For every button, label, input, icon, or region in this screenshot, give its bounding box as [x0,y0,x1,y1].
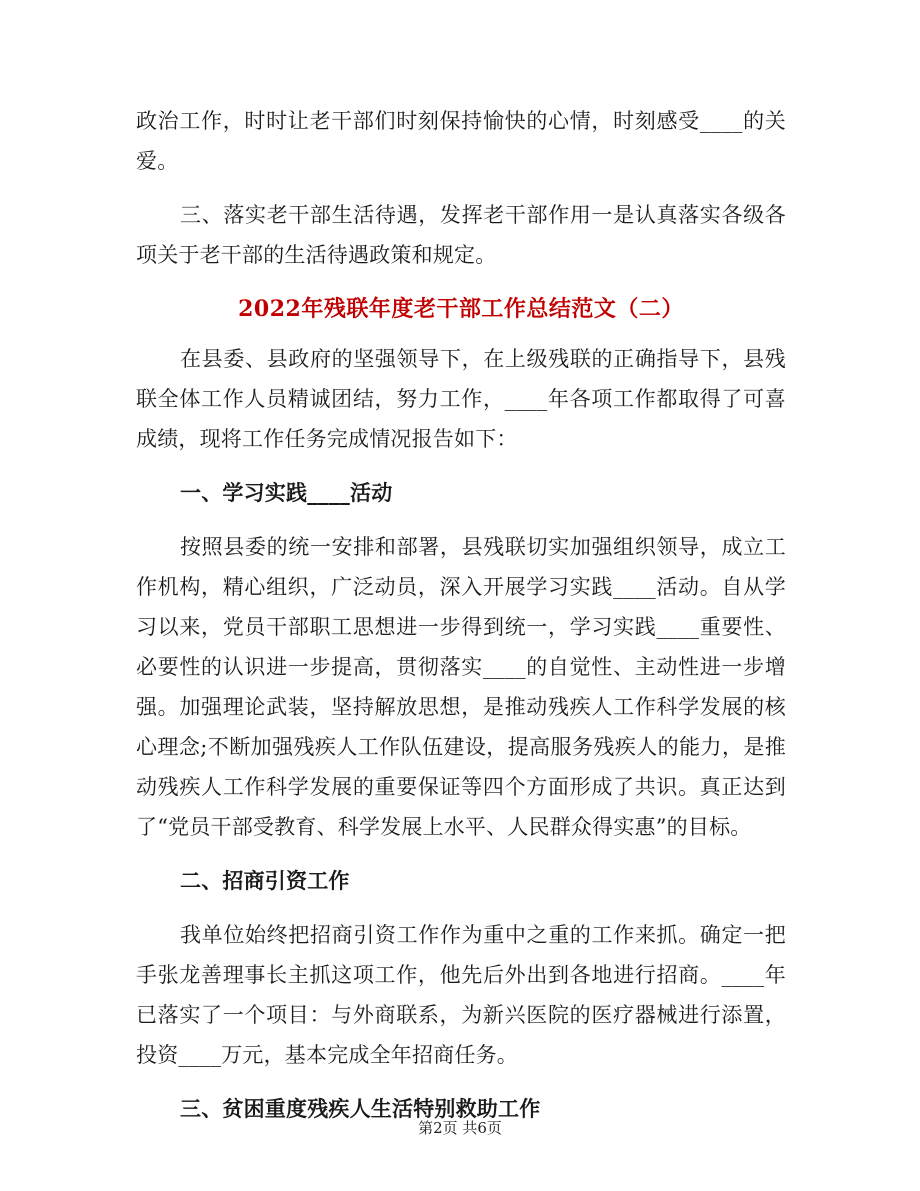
section-heading-investment: 二、招商引资工作 [180,868,350,893]
investment-paragraph: 我单位始终把招商引资工作作为重中之重的工作来抓。确定一把手张龙善理事长主抓这项工作，他先后外出到各地进行招商。____年已落实了一个项目：与外商联系，为新兴医院的医疗器械进行添置，投资____万元，基本完成全年招商任务。 [136,923,786,1067]
page-indicator: 第2页 共6页 [418,1119,502,1137]
intro-paragraph: 在县委、县政府的坚强领导下，在上级残联的正确指导下，县残联全体工作人员精诚团结，努力工作，____年各项工作都取得了可喜成绩，现将工作任务完成情况报告如下： [136,347,786,451]
continuation-paragraph: 政治工作，时时让老干部们时刻保持愉快的心情，时刻感受____的关爱。 [136,109,786,173]
section-heading-relief: 三、贫困重度残疾人生活特别救助工作 [180,1096,541,1121]
document-body [136,101,786,1143]
study-practice-paragraph: 按照县委的统一安排和部署，县残联切实加强组织领导，成立工作机构，精心组织，广泛动员，深入开展学习实践____活动。自从学习以来，党员干部职工思想进一步得到统一，学习实践____重要性、必要性的认识进一步提高，贯彻落实____的自觉性、主动性进一步增强。加强理论武装，坚持解放思想，是推动残疾人工作科学发展的核心理念;不断加强残疾人工作队伍建设，提高服务残疾人的能力，是推动残疾人工作科学发展的重要保证等四个方面形成了共识。真正达到了“党员干部受教育、科学发展上水平、人民群众得实惠”的目标。 [136,535,786,839]
document-title: 2022年残联年度老干部工作总结范文（二） [238,296,684,322]
section-heading-study-practice: 一、学习实践____活动 [180,480,393,505]
previous-section-three-paragraph: 三、落实老干部生活待遇，发挥老干部作用一是认真落实各级各项关于老干部的生活待遇政策和规定。 [136,203,786,267]
